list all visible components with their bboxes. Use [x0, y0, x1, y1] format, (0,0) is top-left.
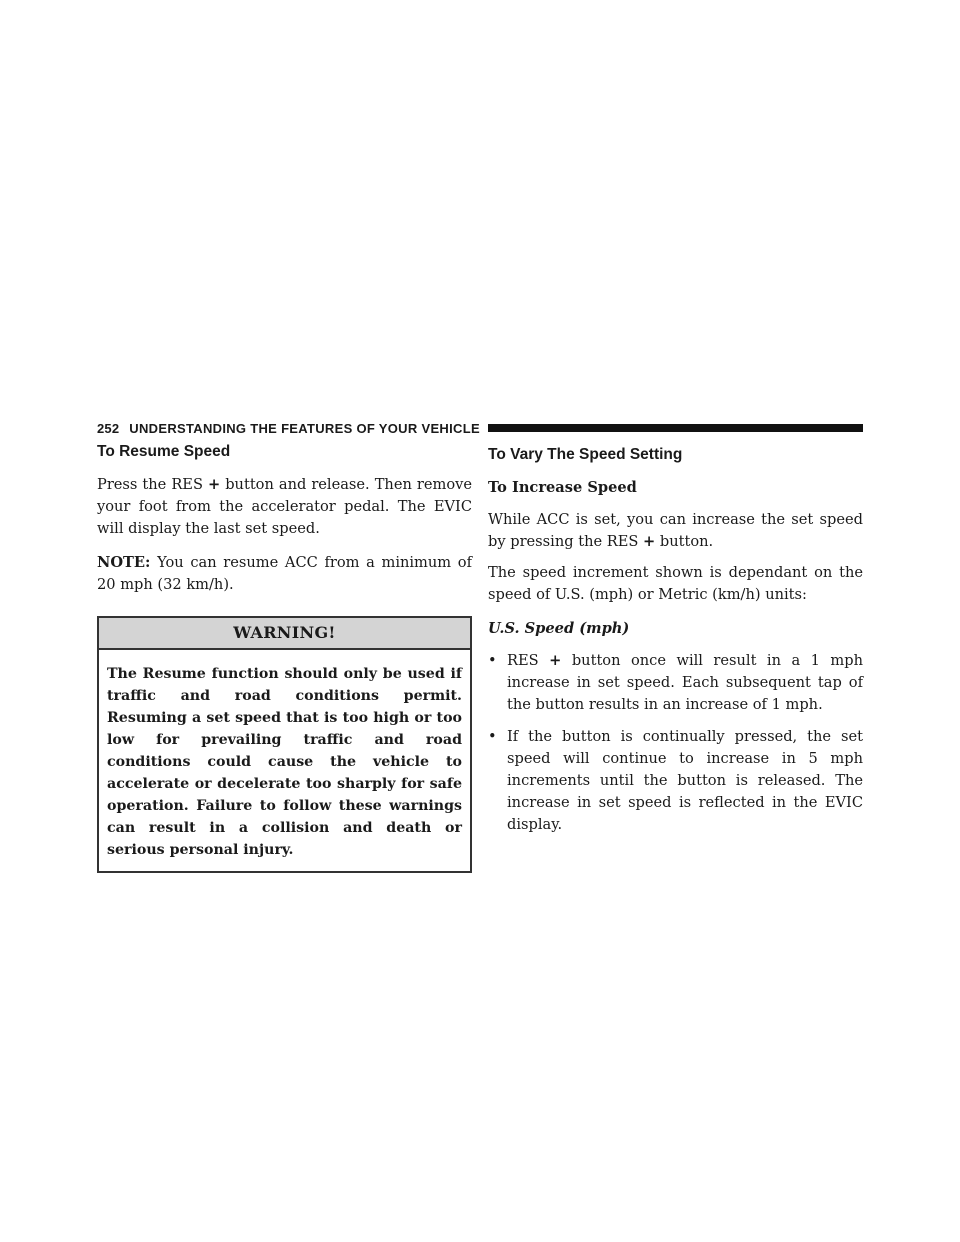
- left-column: [97, 442, 472, 873]
- increase-text-before: While ACC is set, you can increase the set speed by pressing the RES: [488, 511, 863, 550]
- note-text: You can resume ACC from a minimum of 20 mph (32 km/h).: [97, 554, 472, 593]
- section-title: UNDERSTANDING THE FEATURES OF YOUR VEHICLE: [129, 420, 480, 436]
- resume-text-before: Press the RES: [97, 476, 208, 493]
- bullet-list: [488, 650, 863, 836]
- increase-text-after: button.: [655, 533, 714, 550]
- resume-speed-heading: To Resume Speed: [97, 443, 231, 460]
- right-column: [488, 442, 863, 846]
- bullet-text-before: RES: [507, 652, 550, 669]
- warning-box: [97, 616, 472, 873]
- bullet-text: If the button is continually pressed, the set speed will continue to increase in 5 mph increments until the button is released. The increase in set speed is reflected in the EVIC display.: [507, 728, 863, 833]
- increase-speed-paragraph: [488, 509, 863, 553]
- list-item: [488, 726, 863, 836]
- plus-symbol: +: [643, 533, 656, 550]
- us-speed-subhead: U.S. Speed (mph): [488, 620, 630, 637]
- plus-symbol: +: [549, 652, 562, 669]
- bullet-icon: •: [488, 728, 497, 745]
- vary-speed-heading: To Vary The Speed Setting: [488, 446, 683, 463]
- warning-body: The Resume function should only be used if traffic and road conditions permit. Resuming a set speed that is too high or too low for prevailing traffic and road conditions could cause the vehicle to accelerate or decelerate too sharply for safe operation. Failure to follow these warnings can result in a collision and death or serious personal injury.: [107, 666, 462, 858]
- page-number: 252: [97, 420, 120, 436]
- warning-title: WARNING!: [99, 618, 470, 650]
- resume-text-after: button and release. Then remove your foot from the accelerator pedal. The EVIC will display the last set speed.: [97, 476, 472, 537]
- plus-symbol: +: [207, 476, 221, 493]
- resume-speed-paragraph: [97, 474, 472, 540]
- page-header: [97, 418, 863, 438]
- increase-speed-subhead: To Increase Speed: [488, 479, 637, 496]
- note-label: NOTE:: [97, 554, 151, 571]
- note-paragraph: [97, 552, 472, 596]
- bullet-icon: •: [488, 652, 497, 669]
- header-rule: [488, 424, 863, 432]
- list-item: [488, 650, 863, 716]
- bullet-text-after: button once will result in a 1 mph increase in set speed. Each subsequent tap of the button results in an increase of 1 mph.: [507, 652, 864, 713]
- increment-paragraph: The speed increment shown is dependant on the speed of U.S. (mph) or Metric (km/h) units:: [488, 564, 863, 603]
